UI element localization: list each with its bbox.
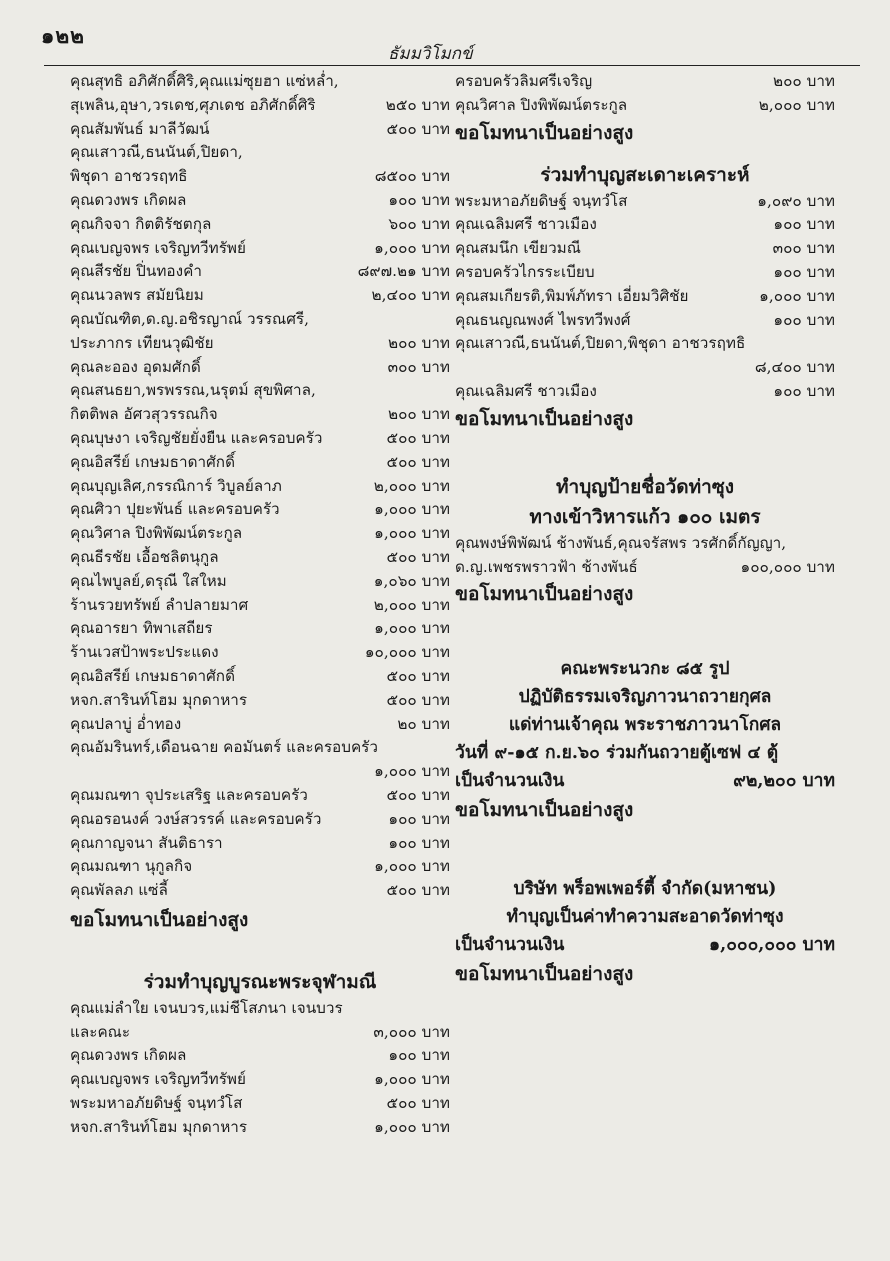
left-column	[70, 70, 450, 1140]
donor-name: คุณแม่ลำใย เจนบวร,แม่ชีโสภนา เจนบวร	[70, 998, 343, 1017]
donor-row	[70, 498, 450, 522]
donation-amount: ๒,๐๐๐ บาท	[373, 476, 450, 495]
donor-row	[70, 118, 450, 142]
donation-amount: ๒๐ บาท	[397, 714, 450, 733]
donation-amount: ๑๐๐ บาท	[773, 215, 835, 234]
donor-row	[70, 403, 450, 427]
donor-row	[70, 879, 450, 903]
donor-row	[70, 997, 450, 1021]
donor-row	[70, 356, 450, 380]
donor-row	[455, 261, 835, 285]
donation-amount: ๑๐๐ บาท	[773, 262, 835, 281]
donor-list	[455, 70, 835, 118]
donor-name: คุณมณฑา นุกูลกิจ	[70, 857, 193, 876]
donor-name: คุณอิสรีย์ เกษมธาดาศักดิ์	[70, 666, 236, 685]
donor-name: และคณะ	[70, 1022, 131, 1041]
donor-row	[70, 760, 450, 784]
donor-row	[70, 332, 450, 356]
monks-line-3: แด่ท่านเจ้าคุณ พระราชภาวนาโกศล	[508, 715, 782, 736]
donor-name: คุณบุษงา เจริญชัยยั่งยืน และครอบครัว	[70, 428, 323, 447]
amount-value: ๙๒,๒๐๐ บาท	[733, 771, 835, 792]
donor-name: คุณวิศาล ปิงพิพัฒน์ตระกูล	[455, 95, 628, 114]
donor-name: คุณกาญจนา สันติธารา	[70, 833, 223, 852]
donation-amount: ๕๐๐ บาท	[386, 119, 450, 138]
donor-name: ครอบครัวไกรระเบียบ	[455, 262, 595, 281]
donor-name: คุณพัลลภ แซ่ลี้	[70, 881, 168, 900]
section-heading: ทำบุญป้ายชื่อวัดท่าซุง	[556, 475, 734, 498]
donor-name: สุเพลิน,อุษา,วรเดช,ศุภเดช อภิศักดิ์ศิริ	[70, 95, 316, 114]
donor-name: พระมหาอภัยดิษฐ์ จนฺทวํโส	[455, 191, 628, 210]
donor-row	[70, 546, 450, 570]
donor-row	[70, 165, 450, 189]
donation-amount: ๒๐๐ บาท	[772, 72, 835, 90]
donor-name: คุณธนญณพงศ์ ไพรทวีพงศ์	[455, 310, 631, 329]
donor-row	[455, 309, 835, 333]
donation-amount: ๑,๐๐๐ บาท	[374, 1117, 450, 1136]
donor-row	[70, 237, 450, 261]
section-heading: ร่วมทำบุญสะเดาะเคราะห์	[540, 163, 750, 186]
donation-amount: ๒,๔๐๐ บาท	[371, 286, 450, 305]
right-column	[455, 70, 835, 989]
donor-name: คุณพงษ์พิพัฒน์ ช้างพันธ์,คุณจรัสพร วรศักดิ์กัญญา,	[455, 533, 787, 552]
donation-amount: ๑,๐๐๐ บาท	[374, 619, 450, 638]
donation-amount: ๑,๐๖๐ บาท	[373, 571, 450, 590]
donation-amount: ๘,๔๐๐ บาท	[754, 358, 835, 377]
donor-row	[70, 1068, 450, 1092]
donation-amount: ๑,๐๐๐ บาท	[374, 1070, 450, 1089]
donor-row	[70, 522, 450, 546]
donor-name: ประภากร เทียนวุฒิชัย	[70, 333, 214, 352]
donor-row	[70, 570, 450, 594]
donor-name: คุณเสาวณี,ธนนันต์,ปิยดา,	[70, 143, 243, 162]
donation-amount: ๑๐๐ บาท	[388, 190, 450, 209]
donor-row	[70, 1021, 450, 1045]
donor-name: คุณอรอนงค์ วงษ์สวรรค์ และครอบครัว	[70, 809, 322, 828]
donor-name: คุณดวงพร เกิดผล	[70, 1046, 187, 1065]
donor-name: คุณละออง อุดมศักดิ์	[70, 357, 201, 376]
donor-name: คุณกิจจา กิตติรัชตกุล	[70, 214, 212, 233]
donor-row	[70, 70, 450, 94]
donor-name: หจก.สารินท์โฮม มุกดาหาร	[70, 690, 248, 709]
monks-line-1: คณะพระนวกะ ๘๕ รูป	[560, 659, 730, 680]
donation-amount: ๓๐๐ บาท	[772, 239, 835, 258]
donor-row	[455, 332, 835, 356]
donor-name: คุณสัมพันธ์ มาลีวัฒน์	[70, 119, 210, 138]
donor-row	[70, 94, 450, 118]
donor-list	[455, 532, 835, 580]
donation-amount: ๑๐๐,๐๐๐ บาท	[740, 557, 835, 576]
donor-row	[70, 641, 450, 665]
donor-list	[70, 997, 450, 1140]
amount-label: เป็นจำนวนเงิน	[455, 771, 565, 792]
donation-amount: ๑๐๐ บาท	[773, 310, 835, 329]
donor-row	[70, 1092, 450, 1116]
donor-row	[70, 213, 450, 237]
donor-row	[70, 1116, 450, 1140]
donor-row	[70, 855, 450, 879]
donor-row	[455, 356, 835, 380]
donor-name: พิชุดา อาชวรฤทธิ	[70, 167, 188, 186]
donor-row	[70, 617, 450, 641]
donor-name: คุณดวงพร เกิดผล	[70, 190, 187, 209]
donor-name: คุณสมเกียรติ,พิมพ์ภัทรา เอี่ยมวิศิชัย	[455, 286, 689, 305]
donor-name: ร้านเวสป้าพระประแดง	[70, 643, 219, 662]
donor-name: กิตติพล อัศวสุวรรณกิจ	[70, 405, 218, 424]
donation-amount: ๑๐๐ บาท	[388, 833, 450, 852]
donation-amount: ๑,๐๐๐ บาท	[374, 857, 450, 876]
donor-list	[70, 70, 450, 903]
donation-amount: ๒,๐๐๐ บาท	[373, 595, 450, 614]
donor-row	[70, 594, 450, 618]
donor-name: พระมหาอภัยดิษฐ์ จนฺทวํโส	[70, 1094, 243, 1113]
donor-row	[455, 380, 835, 404]
donor-list	[455, 190, 835, 404]
company-amount-row	[455, 931, 835, 959]
donor-name: คุณบัณฑิต,ด.ญ.อชิรญาณ์ วรรณศรี,	[70, 309, 309, 328]
donation-amount: ๕๐๐ บาท	[386, 428, 450, 447]
donor-row	[455, 213, 835, 237]
donor-name: คุณสนธยา,พรพรรณ,นรุตม์ สุขพิศาล,	[70, 381, 316, 400]
donation-amount: ๒๕๐ บาท	[385, 95, 450, 114]
header-rule	[44, 65, 860, 66]
donor-name: คุณสุทธิ อภิศักดิ์ศิริ,คุณแม่ซุยฮา แซ่หล่ำ,	[70, 72, 339, 90]
donation-amount: ๕๐๐ บาท	[386, 547, 450, 566]
donation-amount: ๕๐๐ บาท	[386, 666, 450, 685]
donor-name: คุณนวลพร สมัยนิยม	[70, 286, 204, 305]
donation-amount: ๕๐๐ บาท	[386, 881, 450, 900]
donation-amount: ๑,๐๐๐ บาท	[374, 524, 450, 543]
thanks-line: ขอโมทนาเป็นอย่างสูง	[70, 908, 249, 931]
donor-name: คุณเฉลิมศรี ชาวเมือง	[455, 215, 597, 234]
donor-name: คุณไพบูลย์,ดรุณี ใสใหม	[70, 571, 227, 590]
donor-row	[70, 451, 450, 475]
donation-amount: ๓,๐๐๐ บาท	[373, 1022, 450, 1041]
company-line-1: บริษัท พร็อพเพอร์ตี้ จำกัด(มหาชน)	[513, 879, 777, 900]
company-line-2: ทำบุญเป็นค่าทำความสะอาดวัดท่าซุง	[506, 907, 784, 928]
donor-row	[70, 808, 450, 832]
donor-row	[70, 713, 450, 737]
donor-name: คุณอัมรินทร์,เดือนฉาย คอมันตร์ และครอบครัว	[70, 738, 378, 757]
donation-amount: ๖๐๐ บาท	[388, 214, 450, 233]
thanks-line: ขอโมทนาเป็นอย่างสูง	[455, 799, 634, 822]
donation-amount: ๘๙๗.๒๑ บาท	[357, 262, 450, 281]
donor-row	[70, 141, 450, 165]
donor-name: คุณสมนึก เขียวมณี	[455, 239, 581, 258]
donor-row	[70, 475, 450, 499]
donation-amount: ๓๐๐ บาท	[387, 357, 450, 376]
donation-amount: ๑๐๐ บาท	[388, 809, 450, 828]
donation-amount: ๘๕๐๐ บาท	[374, 167, 450, 186]
monks-line-2: ปฏิบัติธรรมเจริญภาวนาถวายกุศล	[518, 687, 772, 708]
donor-name: คุณธีรชัย เอื้อชลิตนุกูล	[70, 547, 219, 566]
donor-name: คุณเสาวณี,ธนนันต์,ปิยดา,พิชุดา อาชวรฤทธิ	[455, 334, 746, 353]
donor-row	[70, 284, 450, 308]
donor-name: คุณปลาบู่ อ่ำทอง	[70, 714, 182, 733]
donor-name: คุณมณฑา จุประเสริฐ และครอบครัว	[70, 785, 308, 804]
monks-line-4: วันที่ ๙-๑๕ ก.ย.๖๐ ร่วมกันถวายตู้เซฟ ๔ ตู้	[455, 743, 779, 764]
donor-row	[70, 736, 450, 760]
donor-row	[70, 832, 450, 856]
amount-value: ๑,๐๐๐,๐๐๐ บาท	[709, 935, 835, 956]
thanks-line: ขอโมทนาเป็นอย่างสูง	[455, 407, 634, 430]
donor-row	[70, 308, 450, 332]
donor-row	[455, 70, 835, 94]
amount-label: เป็นจำนวนเงิน	[455, 935, 565, 956]
donor-name: คุณอิสรีย์ เกษมธาดาศักดิ์	[70, 452, 236, 471]
donation-amount: ๕๐๐ บาท	[386, 785, 450, 804]
donor-name: คุณอารยา ทิพาเสถียร	[70, 619, 213, 638]
donor-name: คุณวิศาล ปิงพิพัฒน์ตระกูล	[70, 524, 243, 543]
monks-amount-row	[455, 767, 835, 795]
donation-amount: ๑,๐๙๐ บาท	[757, 191, 835, 210]
thanks-line: ขอโมทนาเป็นอย่างสูง	[455, 963, 634, 986]
donation-amount: ๒,๐๐๐ บาท	[758, 95, 835, 114]
donation-amount: ๑,๐๐๐ บาท	[374, 500, 450, 519]
donor-row	[455, 556, 835, 580]
donation-amount: ๑,๐๐๐ บาท	[374, 762, 450, 781]
donor-row	[455, 532, 835, 556]
donation-amount: ๑๐๐ บาท	[388, 1046, 450, 1065]
donor-row	[70, 784, 450, 808]
donation-amount: ๑,๐๐๐ บาท	[759, 286, 835, 305]
donor-name: คุณศิวา ปุยะพันธ์ และครอบครัว	[70, 500, 280, 519]
donor-row	[70, 427, 450, 451]
donation-amount: ๑,๐๐๐ บาท	[374, 238, 450, 257]
donor-row	[70, 1044, 450, 1068]
section-subheading: ทางเข้าวิหารแก้ว ๑๐๐ เมตร	[529, 505, 761, 528]
thanks-line: ขอโมทนาเป็นอย่างสูง	[455, 121, 634, 144]
donor-row	[455, 237, 835, 261]
donor-row	[70, 689, 450, 713]
donation-amount: ๑๐๐ บาท	[773, 381, 835, 400]
donor-row	[455, 94, 835, 118]
page-number: ๑๒๒	[41, 23, 86, 48]
donation-amount: ๕๐๐ บาท	[386, 1094, 450, 1113]
donor-row	[70, 260, 450, 284]
donation-amount: ๕๐๐ บาท	[386, 690, 450, 709]
donation-amount: ๕๐๐ บาท	[386, 452, 450, 471]
donation-amount: ๒๐๐ บาท	[387, 333, 450, 352]
donor-name: ร้านรวยทรัพย์ ลำปลายมาศ	[70, 595, 249, 614]
donation-amount: ๒๐๐ บาท	[387, 405, 450, 424]
donor-row	[455, 190, 835, 214]
donor-row	[70, 379, 450, 403]
donor-name: หจก.สารินท์โฮม มุกดาหาร	[70, 1117, 248, 1136]
running-title: ธัมมวิโมกข์	[388, 44, 473, 64]
section-heading: ร่วมทำบุญบูรณะพระจุฬามณี	[143, 970, 377, 993]
donor-row	[70, 665, 450, 689]
donor-name: ด.ญ.เพชรพราวฟ้า ช้างพันธ์	[455, 557, 638, 576]
donor-name: คุณเบญจพร เจริญทวีทรัพย์	[70, 238, 246, 257]
donor-name: คุณเบญจพร เจริญทวีทรัพย์	[70, 1070, 246, 1089]
donor-name: คุณเฉลิมศรี ชาวเมือง	[455, 381, 597, 400]
donor-row	[455, 285, 835, 309]
donation-amount: ๑๐,๐๐๐ บาท	[364, 643, 450, 662]
donor-name: ครอบครัวลิมศรีเจริญ	[455, 72, 593, 90]
donor-name: คุณสีรชัย ปิ่นทองคำ	[70, 262, 202, 281]
thanks-line: ขอโมทนาเป็นอย่างสูง	[455, 583, 634, 606]
donor-row	[70, 189, 450, 213]
donor-name: คุณบุญเลิศ,กรรณิการ์ วิบูลย์ลาภ	[70, 476, 282, 495]
